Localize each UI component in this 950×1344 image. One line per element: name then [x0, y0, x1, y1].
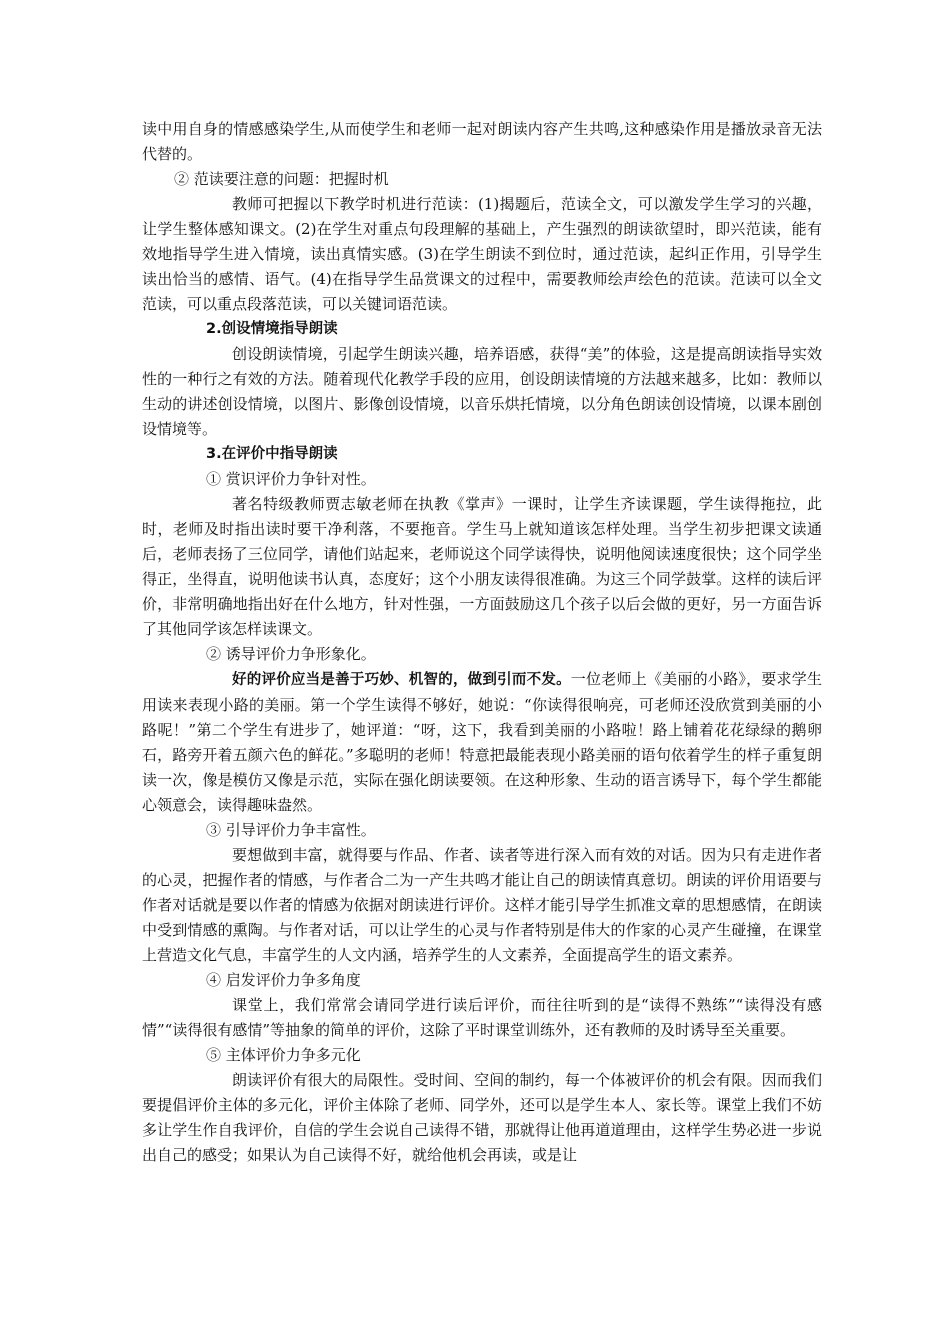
paragraph-induction: [142, 667, 822, 818]
subheading-richness: ③ 引导评价力争丰富性。: [206, 821, 376, 839]
subheading-induction: ② 诱导评价力争形象化。: [206, 645, 376, 663]
paragraph-create-situation: 创设朗读情境，引起学生朗读兴趣，培养语感，获得“美”的体验，这是提高朗读指导实效性的一种行之有效的方法。随着现代化教学手段的应用，创设朗读情境的方法越来越多，比如：教师以生动的讲述创设情境，以图片、影像创设情境，以音乐烘托情境，以分角色朗读创设情境，以课本剧创设情境等。: [142, 345, 822, 438]
paragraph-diversified: 朗读评价有很大的局限性。受时间、空间的制约，每一个体被评价的机会有限。因而我们要提倡评价主体的多元化，评价主体除了老师、同学外，还可以是学生本人、家长等。课堂上我们不妨多让学生作自我评价，自信的学生会说自己读得不错，那就得让他再道道理由，这样学生势必进一步说出自己的感受；如果认为自己读得不好，就给他机会再读，或是让: [142, 1071, 822, 1164]
bold-lead-sentence: 好的评价应当是善于巧妙、机智的，做到引而不发。: [232, 672, 571, 688]
paragraph-appreciation: 著名特级教师贾志敏老师在执教《掌声》一课时，让学生齐读课题，学生读得拖拉，此时，老师及时指出读时要干净利落，不要拖音。学生马上就知道该怎样处理。当学生初步把课文读通后，老师表扬了三位同学，请他们站起来，老师说这个同学读得快，说明他阅读速度很快；这个同学坐得正，坐得直，说明他读书认真，态度好；这个小朋友读得很准确。为这三个同学鼓掌。这样的读后评价，非常明确地指出好在什么地方，针对性强，一方面鼓励这几个孩子以后会做的更好，另一方面告诉了其他同学该怎样读课文。: [142, 495, 822, 638]
paragraph-richness: 要想做到丰富，就得要与作品、作者、读者等进行深入而有效的对话。因为只有走进作者的心灵，把握作者的情感，与作者合二为一产生共鸣才能让自己的朗读情真意切。朗读的评价用语要与作者对话就是要以作者的情感为依据对朗读进行评价。这样才能引导学生抓准文章的思想感情，在朗读中受到情感的熏陶。与作者对话，可以让学生的心灵与作者特别是伟大的作家的心灵产生碰撞，在课堂上营造文化气息，丰富学生的人文内涵，培养学生的人文素养，全面提高学生的语文素养。: [142, 846, 822, 964]
paragraph-multi-angle: 课堂上，我们常常会请同学进行读后评价，而往往听到的是“读得不熟练”“读得没有感情”“读得很有感情”等抽象的简单的评价，这除了平时课堂训练外，还有教师的及时诱导至关重要。: [142, 996, 822, 1039]
subheading-appreciation: ① 赏识评价力争针对性。: [206, 470, 376, 488]
subheading-multi-angle: ④ 启发评价力争多角度: [206, 971, 361, 989]
heading-evaluation: 3.在评价中指导朗读: [206, 446, 338, 462]
heading-create-situation: 2.创设情境指导朗读: [206, 321, 338, 337]
subheading-model-reading-timing: ② 范读要注意的问题：把握时机: [174, 170, 389, 188]
document-page: [142, 117, 822, 1168]
paragraph-continuation: 读中用自身的情感感染学生,从而使学生和老师一起对朗读内容产生共鸣,这种感染作用是播放录音无法代替的。: [142, 120, 822, 163]
paragraph-model-reading: 教师可把握以下教学时机进行范读：(1)揭题后，范读全文，可以激发学生学习的兴趣，让学生整体感知课文。(2)在学生对重点句段理解的基础上，产生强烈的朗读欲望时，即兴范读，能有效地指导学生进入情境，读出真情实感。(3)在学生朗读不到位时，通过范读，起纠正作用，引导学生读出恰当的感情、语气。(4)在指导学生品赏课文的过程中，需要教师绘声绘色的范读。范读可以全文范读，可以重点段落范读，可以关键词语范读。: [142, 195, 822, 313]
paragraph-induction-rest: 一位老师上《美丽的小路》，要求学生用读来表现小路的美丽。第一个学生读得不够好，她说：“你读得很响亮，可老师还没欣赏到美丽的小路呢！”第二个学生有进步了，她评道：“呀，这下，我看到美丽的小路啦！路上铺着花花绿绿的鹅卵石，路旁开着五颜六色的鲜花。”多聪明的老师！特意把最能表现小路美丽的语句依着学生的样子重复朗读一次，像是模仿又像是示范，实际在强化朗读要领。在这种形象、生动的语言诱导下，每个学生都能心领意会，读得趣味盎然。: [142, 670, 822, 814]
subheading-diversified: ⑤ 主体评价力争多元化: [206, 1046, 361, 1064]
